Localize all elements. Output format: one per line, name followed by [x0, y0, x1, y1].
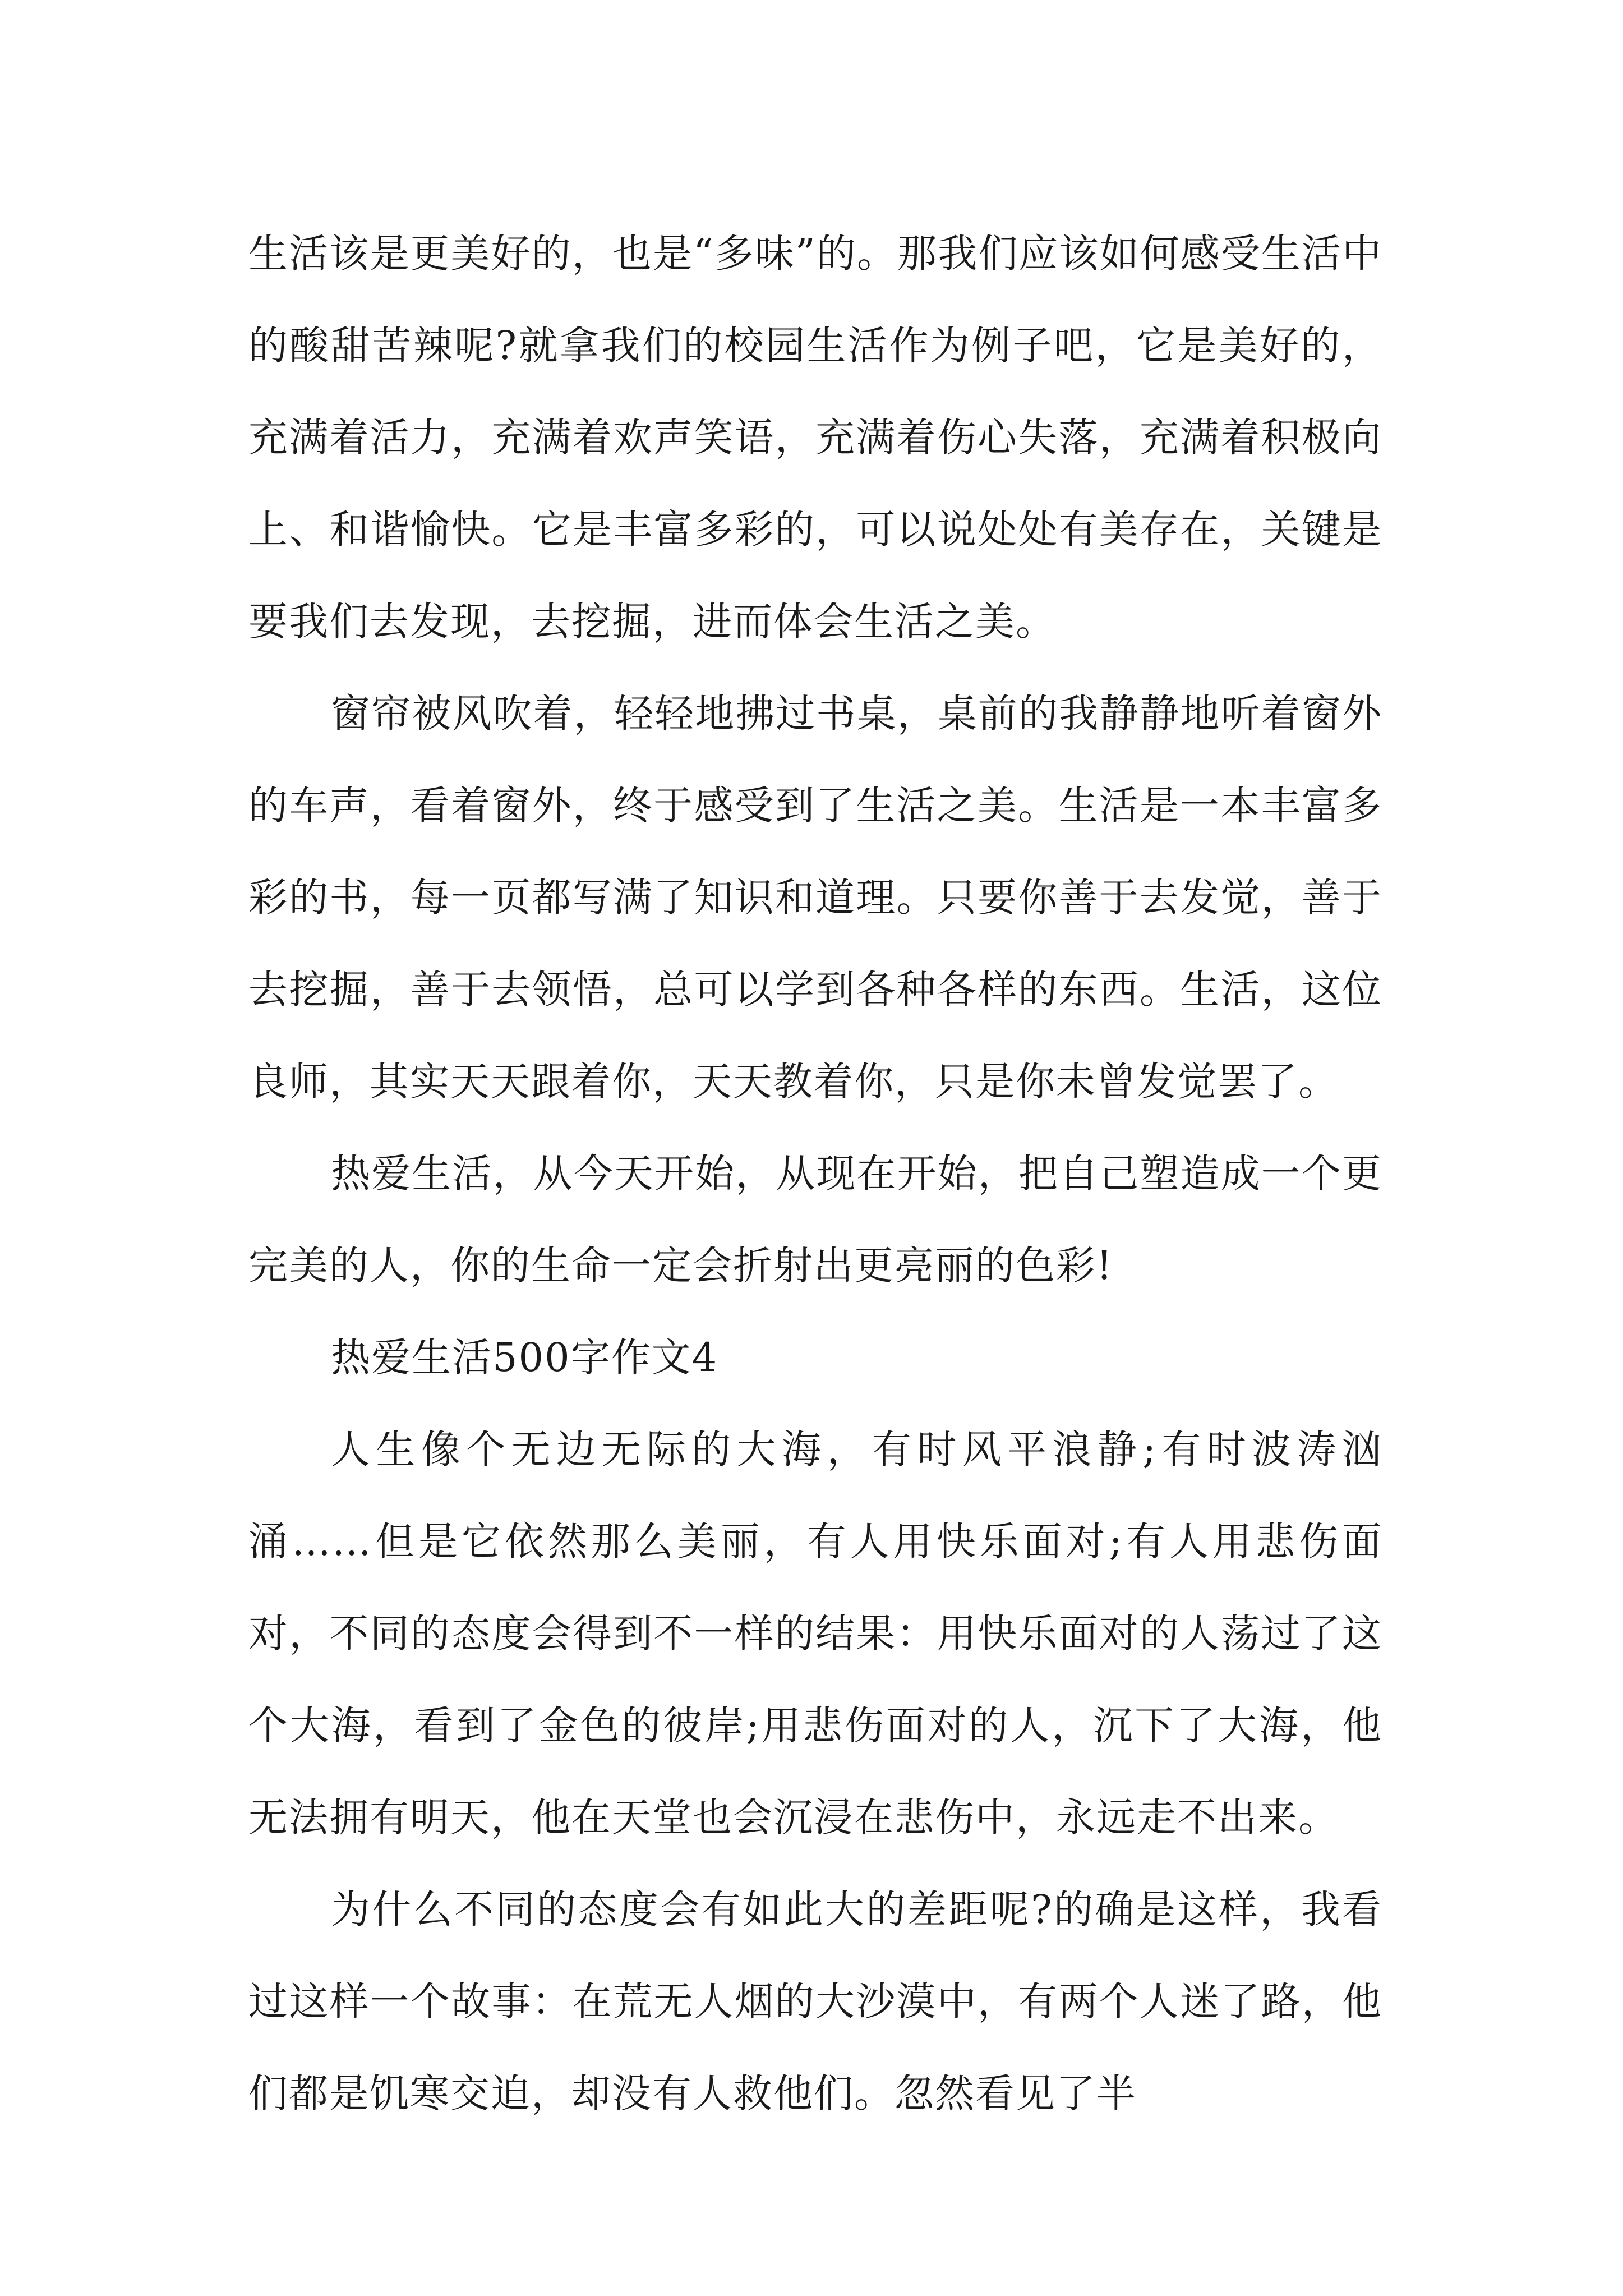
paragraph-love-life: 热爱生活，从今天开始，从现在开始，把自己塑造成一个更完美的人，你的生命一定会折射出更亮丽的色彩! [248, 1151, 1382, 1289]
document-body [248, 208, 1382, 2139]
paragraph-campus-life: 生活该是更美好的，也是“多味”的。那我们应该如何感受生活中的酸甜苦辣呢?就拿我们的校园生活作为例子吧，它是美好的，充满着活力，充满着欢声笑语，充满着伤心失落，充满着积极向上、和谐愉快。它是丰富多彩的，可以说处处有美存在，关键是要我们去发现，去挖掘，进而体会生活之美。 [248, 231, 1382, 645]
paragraph-curtain: 窗帘被风吹着，轻轻地拂过书桌，桌前的我静静地听着窗外的车声，看着窗外，终于感受到了生活之美。生活是一本丰富多彩的书，每一页都写满了知识和道理。只要你善于去发觉，善于去挖掘，善于去领悟，总可以学到各种各样的东西。生活，这位良师，其实天天跟着你，天天教着你，只是你未曾发觉罢了。 [248, 691, 1382, 1105]
paragraph-story: 为什么不同的态度会有如此大的差距呢?的确是这样，我看过这样一个故事：在荒无人烟的大沙漠中，有两个人迷了路，他们都是饥寒交迫，却没有人救他们。忽然看见了半 [248, 1887, 1382, 2116]
paragraph-sea: 人生像个无边无际的大海，有时风平浪静;有时波涛汹涌……但是它依然那么美丽，有人用快乐面对;有人用悲伤面对，不同的态度会得到不一样的结果：用快乐面对的人荡过了这个大海，看到了金色的彼岸;用悲伤面对的人，沉下了大海，他无法拥有明天，他在天堂也会沉浸在悲伤中，永远走不出来。 [248, 1427, 1382, 1841]
essay-heading: 热爱生活500字作文4 [331, 1335, 718, 1381]
